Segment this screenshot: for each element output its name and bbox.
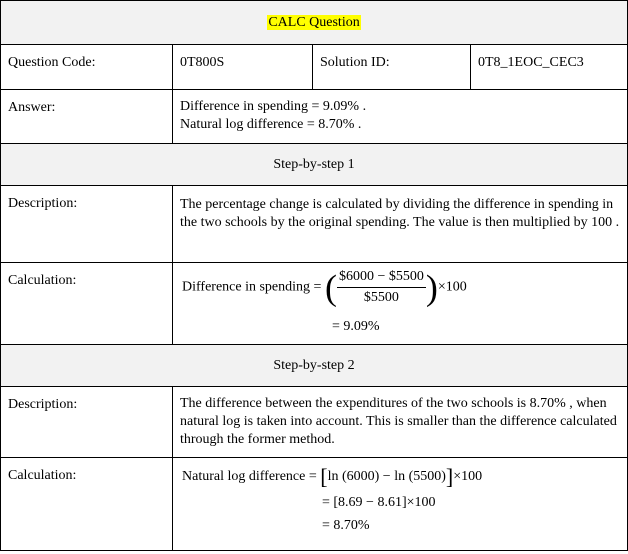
step2-calc-line1-tail: ×100 <box>453 469 483 485</box>
answer-line-1: Difference in spending = 9.09% . <box>180 99 367 114</box>
title-cell <box>1 1 628 45</box>
question-code-label: Question Code: <box>1 45 173 90</box>
question-code-value: 0T800S <box>173 45 313 90</box>
step1-heading: Step-by-step 1 <box>1 144 628 186</box>
step2-calculation <box>173 458 628 551</box>
step2-description-label: Description: <box>1 387 173 458</box>
step1-description-label: Description: <box>1 186 173 263</box>
step2-calc-line1: ln (6000) − ln (5500) <box>327 469 446 485</box>
step1-calculation-label: Calculation: <box>1 263 173 345</box>
step2-heading: Step-by-step 2 <box>1 345 628 387</box>
right-paren: ) <box>425 267 438 308</box>
step1-calc-result: = 9.09% <box>332 319 380 334</box>
step2-calculation-label: Calculation: <box>1 458 173 551</box>
solution-id-value: 0T8_1EOC_CEC3 <box>471 45 628 90</box>
step1-calc-times: ×100 <box>437 279 467 295</box>
answer-line-2: Natural log difference = 8.70% . <box>180 117 362 132</box>
step1-description-text: The percentage change is calculated by dividing the difference in spending in the two schools by the original spending. The value is then multiplied by 100 . <box>180 197 620 230</box>
step1-description <box>173 186 628 263</box>
answer-cell <box>173 90 628 144</box>
step2-calc-lhs: Natural log difference = <box>182 469 317 485</box>
left-paren: ( <box>324 267 337 308</box>
step1-calc-lhs: Difference in spending = <box>182 279 322 295</box>
answer-label: Answer: <box>1 90 173 144</box>
step2-calc-line3: = 8.70% <box>322 518 370 533</box>
step1-fraction <box>337 269 426 306</box>
step1-denominator: $5500 <box>363 290 399 305</box>
right-bracket: ] <box>445 464 454 489</box>
step1-calculation <box>173 263 628 345</box>
step1-numerator: $6000 − $5500 <box>337 269 426 288</box>
page-title: CALC Question <box>268 14 360 30</box>
left-bracket: [ <box>320 464 328 489</box>
solution-id-label: Solution ID: <box>313 45 471 90</box>
step2-calc-line2: = [8.69 − 8.61]×100 <box>322 495 436 510</box>
step2-description-text: The difference between the expenditures of the two schools is 8.70% , when natural log is taken into account. This is smaller than the difference calculated through the former method. <box>180 396 617 447</box>
step2-description <box>173 387 628 458</box>
